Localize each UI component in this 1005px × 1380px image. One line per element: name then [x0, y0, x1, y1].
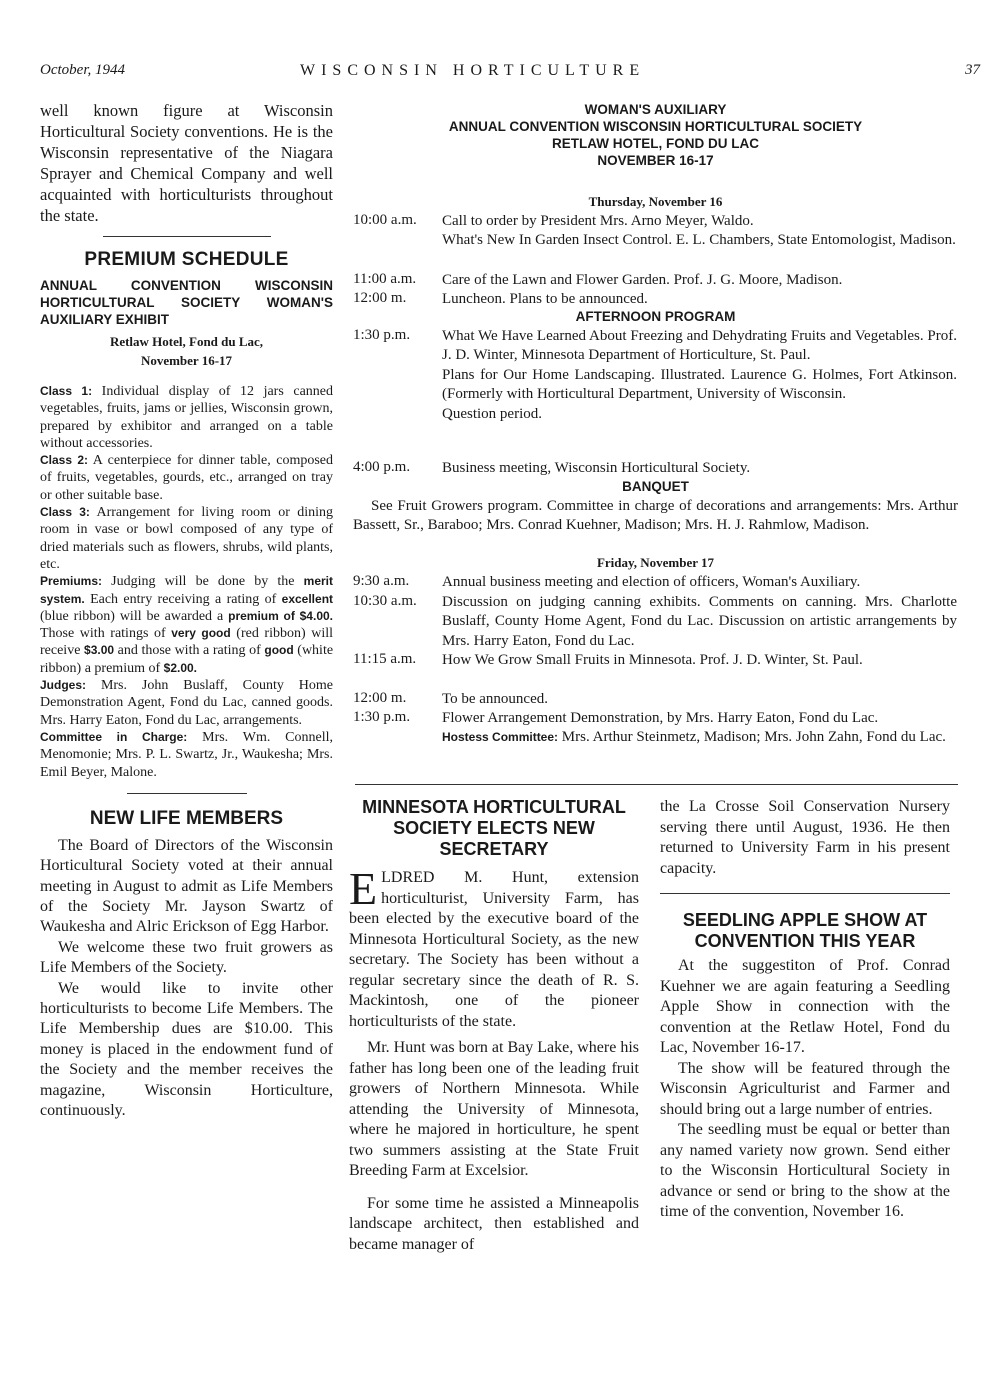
judges-text: Mrs. John Buslaff, County Home Demonstration Agent, Fond du Lac, canned goods. Mrs. Harry Eaton, Fond du Lac, arrangements. [40, 678, 333, 728]
time: 9:30 a.m. [353, 573, 410, 589]
item: Luncheon. Plans to be announced. [442, 291, 648, 307]
banquet-heading: BANQUET [622, 479, 689, 494]
day-thursday: Thursday, November 16 [588, 194, 723, 209]
left-column [40, 100, 333, 1122]
premium-dates: November 16-17 [140, 353, 233, 368]
time: 1:30 p.m. [353, 327, 411, 343]
premium-title: PREMIUM SCHEDULE [84, 249, 289, 270]
very-good: very good [171, 626, 231, 641]
item [442, 327, 957, 424]
premiums-text-c: (blue ribbon) will be awarded a [40, 608, 224, 624]
item-text: Plans for Our Home Landscaping. Illustrated. Laurence G. Holmes, Fort Atkinson. (Formerly with Horticultural Department, University of Wisconsin. [442, 366, 957, 403]
minnesota-p3: For some time he assisted a Minneapolis landscape architect, then established and became manager of [349, 1194, 639, 1253]
premiums-text-a: Judging will be done by the [111, 574, 295, 590]
premium-four: premium of $4.00. [228, 608, 333, 623]
minnesota-title: MINNESOTA HORTICULTURAL SOCIETY ELECTS NEW SECRETARY [362, 797, 626, 859]
item [442, 212, 957, 251]
premiums-text-b: Each entry receiving a rating of [90, 591, 277, 607]
program-title-2: ANNUAL CONVENTION WISCONSIN HORTICULTURAL SOCIETY [448, 119, 863, 134]
item: Business meeting, Wisconsin Horticultural Society. [442, 460, 751, 476]
item: How We Grow Small Fruits in Minnesota. Prof. J. D. Winter, St. Paul. [442, 652, 863, 668]
minnesota-p2: Mr. Hunt was born at Bay Lake, where his father has long been one of the leading fruit growers of Northern Minnesota. While attending the University of Minnesota, where he majored in horticulture, he spent two summers assisting at the State Fruit Breeding Farm at Excelsior. [349, 1039, 639, 1179]
life-members-p1: The Board of Directors of the Wisconsin Horticultural Society voted at their annual meeting in August to admit as Life Members of the Society Mr. Jayson Swartz of Waukesha and Alric Erickson of Egg Harbor. [40, 836, 333, 936]
class-1-text: Individual display of 12 jars canned vegetables, fruits, jams or jellies, Wisconsin grown, prepared by exhibitor and arranged on a table without accessories. [40, 384, 333, 451]
premiums [40, 573, 333, 677]
premium-two: $2.00. [163, 660, 198, 675]
time: 12:00 m. [353, 290, 407, 306]
time: 12:00 m. [353, 690, 407, 706]
journal-title: WISCONSIN HORTICULTURE [300, 62, 646, 79]
seedling-p3: The seedling must be equal or better than any named variety now grown. Send either to the Wisconsin Horticultural Society in advance or send or bring to the show at the time of the convention, November 16. [660, 1121, 950, 1220]
item-text: Flower Arrangement Demonstration, by Mrs. Harry Eaton, Fond du Lac. [442, 710, 879, 726]
program-title-3: RETLAW HOTEL, FOND DU LAC [552, 136, 759, 151]
item-text: Question period. [442, 405, 542, 422]
class-2-text: A centerpiece for dinner table, composed of fruits, vegetables, gourds, etc., arranged on tray or other suitable base. [40, 453, 333, 503]
class-3 [40, 504, 333, 573]
right-column [660, 797, 950, 1223]
premiums-text-d: Those with ratings of [40, 626, 166, 642]
good: good [264, 643, 294, 658]
life-members-p3: We would like to invite other horticulturists to become Life Members. The Life Membership dues are $10.00. This money is placed in the endowment fund of the Society and the member receives the magazine, Wisconsin Horticulture, continuously. [40, 979, 333, 1120]
page-number: 37 [965, 62, 980, 78]
seedling-title: SEEDLING APPLE SHOW AT CONVENTION THIS YEAR [682, 910, 928, 951]
class-3-text: Arrangement for living room or dining room in vase or bowl composed of any type of dried materials such as flowers, shrubs, wild plants, etc. [40, 505, 334, 572]
committee-text: Mrs. Wm. Connell, Menomonie; Mrs. P. L. Swartz, Jr., Waukesha; Mrs. Emil Beyer, Malone. [40, 729, 333, 780]
divider [660, 893, 950, 894]
minnesota-p4: the La Crosse Soil Conservation Nursery serving there until August, 1936. He then returned to University Farm in his present capacity. [660, 798, 950, 877]
item: Annual business meeting and election of officers, Woman's Auxiliary. [442, 574, 861, 590]
item: To be announced. [442, 691, 548, 707]
time: 10:00 a.m. [353, 212, 417, 228]
afternoon-heading: AFTERNOON PROGRAM [575, 309, 736, 324]
committee [40, 729, 333, 781]
item-text: Call to order by President Mrs. Arno Meyer, Waldo. [442, 213, 754, 229]
premiums-text-f: and those with a rating of [117, 643, 261, 659]
divider [127, 793, 247, 794]
hostess-label: Hostess Committee: [442, 730, 559, 745]
program-heading [353, 101, 958, 169]
item: Care of the Lawn and Flower Garden. Prof. J. G. Moore, Madison. [442, 272, 843, 288]
program-title-4: NOVEMBER 16-17 [597, 153, 714, 168]
seedling-p1: At the suggestiton of Prof. Conrad Kuehner we are again featuring a Seedling Apple Show in connection with the convention at the Retlaw Hotel, Fond du Lac, November 16-17. [660, 957, 950, 1056]
section-divider [355, 784, 958, 785]
excellent: excellent [281, 591, 334, 606]
divider [103, 236, 271, 237]
judges [40, 677, 333, 729]
premiums-text-g: (white ribbon) a premium of [40, 643, 334, 676]
time: 4:00 p.m. [353, 459, 411, 475]
premium-place: Retlaw Hotel, Fond du Lac, [109, 334, 264, 349]
class-2 [40, 452, 333, 504]
time: 11:00 a.m. [353, 271, 417, 287]
seedling-p2: The show will be featured through the Wisconsin Agriculturist and Farmer and should bring out a large number of entries. [660, 1059, 950, 1118]
class-1-label: Class 1: [40, 384, 93, 398]
program-title-1: WOMAN'S AUXILIARY [584, 102, 727, 117]
item: Discussion on judging canning exhibits. Comments on canning. Mrs. Charlotte Buslaff, County Home Agent, Fond du Lac. Discussion on artistic arrangements by Mrs. Harry Eaton, Fond du Lac. [442, 594, 957, 649]
merit-system: merit system. [40, 574, 333, 606]
premium-three: $3.00 [84, 643, 115, 658]
life-members-title: NEW LIFE MEMBERS [89, 807, 284, 829]
item-text: What We Have Learned About Freezing and Dehydrating Fruits and Vegetables. Prof. J. D. Winter, Minnesota Department of Horticulture, St. Paul. [442, 328, 957, 364]
minnesota-article [349, 797, 639, 1255]
committee-label: Committee in Charge: [40, 729, 188, 744]
class-1 [40, 383, 333, 452]
minnesota-p1 [349, 863, 639, 1032]
item [442, 709, 957, 748]
time: 10:30 a.m. [353, 593, 417, 609]
life-members-p2: We welcome these two fruit growers as Life Members of the Society. [40, 938, 333, 977]
premium-subtitle: ANNUAL CONVENTION WISCONSIN HORTICULTURAL SOCIETY WOMAN'S AUXILIARY EXHIBIT [40, 278, 333, 327]
day-friday: Friday, November 17 [596, 555, 715, 570]
class-3-label: Class 3: [40, 505, 90, 520]
premiums-label: Premiums: [40, 574, 103, 589]
minnesota-p1-text: LDRED M. Hunt, extension horticulturist, University Farm, has been elected by the executive board of the Minnesota Horticultural Society, as the new secretary. The Society has been without a regular secretary since the death of R. S. Mackintosh, one of the pioneer horticulturists of the state. [349, 869, 639, 1030]
time: 11:15 a.m. [353, 651, 417, 667]
drop-cap: E [349, 863, 378, 914]
hostess-text: Mrs. Arthur Steinmetz, Madison; Mrs. John Zahn, Fond du Lac. [561, 729, 946, 746]
banquet-text: See Fruit Growers program. Committee in charge of decorations and arrangements: Mrs. Arthur Bassett, Sr., Baraboo; Mrs. Conrad Kuehner, Madison; Mrs. H. J. Rahmlow, Madison. [353, 498, 958, 534]
class-2-label: Class 2: [40, 453, 89, 468]
issue-date: October, 1944 [40, 62, 125, 78]
premiums-text-e: (red ribbon) will receive [40, 626, 333, 659]
time: 1:30 p.m. [353, 709, 411, 725]
judges-label: Judges: [40, 678, 87, 693]
item-text: What's New In Garden Insect Control. E. L. Chambers, State Entomologist, Madison. [442, 232, 956, 249]
intro-paragraph: well known figure at Wisconsin Horticultural Society conventions. He is the Wisconsin representative of the Niagara Sprayer and Chemical Company and well acquainted with horticulturists throughout the state. [40, 101, 333, 225]
